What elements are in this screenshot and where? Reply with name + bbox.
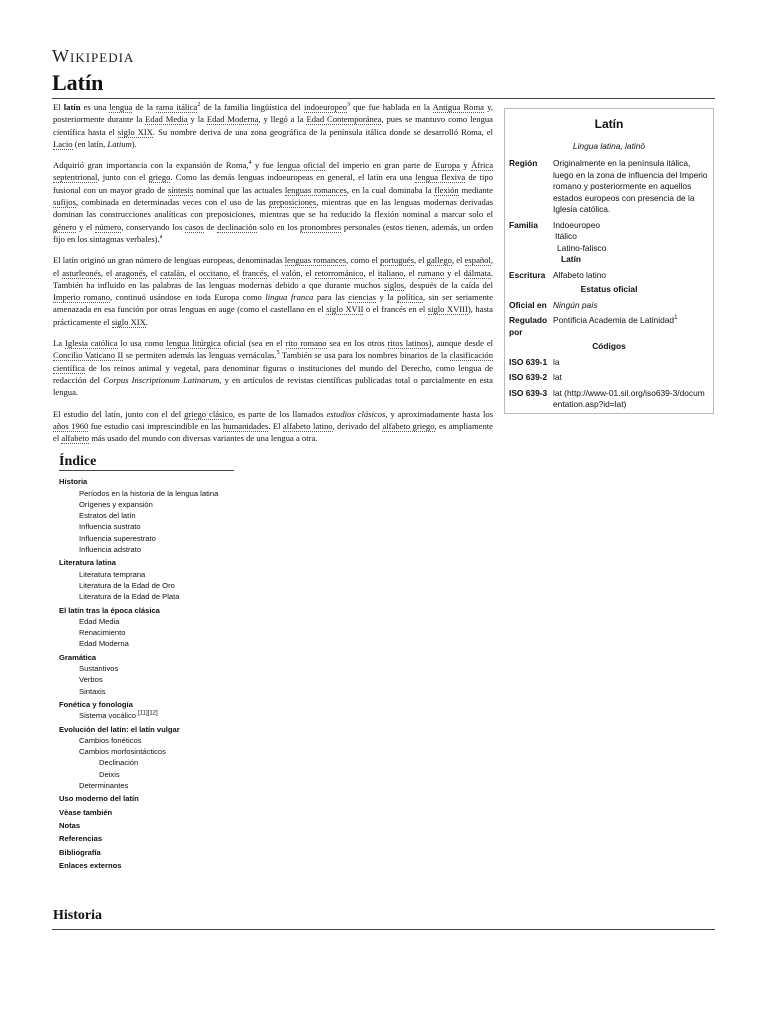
article-text: solo en los (256, 221, 301, 232)
infobox-title: Latín (594, 117, 624, 131)
toc-item-label[interactable]: Cambios fonéticos (79, 735, 142, 745)
article-text: , el (451, 255, 465, 266)
article-text: La (53, 338, 65, 349)
page-title: Latín (52, 70, 104, 95)
article-text: , el (100, 267, 116, 278)
article-text: Corpus Inscriptionum Latinarum (103, 374, 220, 385)
article-link[interactable]: casos (185, 221, 204, 232)
article-link[interactable]: África septentrional (53, 160, 494, 183)
article-text: y el (76, 221, 96, 232)
article-link[interactable]: Edad Contemporánea (306, 114, 382, 125)
toc-item[interactable] (59, 769, 234, 780)
article-text: . Como las demás lenguas indoeuropeas en general, el latín era una (170, 172, 416, 183)
article-text: , es parte de los llamados (232, 408, 327, 419)
toc-item[interactable] (59, 510, 234, 521)
toc-item-label[interactable]: Sintaxis (79, 686, 106, 696)
article-link[interactable]: asturleonés (62, 267, 101, 278)
toc-item-label[interactable]: Sistema vocálico (79, 711, 136, 721)
toc-item[interactable] (59, 580, 234, 591)
article-text: , conservando los (121, 221, 186, 232)
article-text: estudios clásicos (326, 408, 386, 419)
article-text: lo usa como (117, 338, 167, 349)
article-text: nominal que las actuales (193, 184, 285, 195)
article-text: , el (403, 267, 418, 278)
article-paragraph (53, 337, 493, 398)
toc-item[interactable] (59, 521, 234, 532)
article-text: oficial (sea en el (220, 338, 286, 349)
toc-item[interactable] (59, 544, 234, 555)
article-text: y la (376, 292, 398, 303)
toc-list (59, 476, 234, 871)
toc-item[interactable] (59, 807, 234, 818)
article-link[interactable]: siglo XIX (117, 126, 153, 137)
article-text: , como el (346, 255, 381, 266)
article-link[interactable]: lengua flexiva (415, 172, 466, 183)
reference-superscript[interactable]: 5 (276, 350, 280, 357)
estatus-header: Estatus oficial (580, 284, 638, 294)
familia-item-italico[interactable]: Itálico (555, 231, 577, 241)
toc-item-label[interactable]: Períodos en la historia de la lengua latina (79, 488, 219, 498)
article-text: El (53, 102, 64, 112)
article-link[interactable]: rumano (417, 267, 445, 278)
article-link[interactable]: Edad Moderna (206, 114, 259, 125)
article-link[interactable]: Edad Media (145, 114, 188, 125)
article-link[interactable]: Antigua Roma (432, 102, 484, 112)
article-text: personales (estos tienen, además, un orden fijo en los sintagmas verbales). (53, 221, 494, 244)
toc-item-label[interactable]: Véase también (59, 807, 113, 817)
article-text: El estudio del latín, junto con el del (53, 408, 185, 419)
article-link[interactable]: preposiciones (268, 197, 317, 208)
toc-item[interactable] (59, 638, 234, 649)
article-link[interactable]: italiano (377, 267, 404, 278)
reference-superscript[interactable]: a (159, 234, 163, 241)
article-link[interactable]: clasificación científica (53, 350, 493, 373)
article-text: de la (132, 102, 157, 112)
article-link[interactable]: política (397, 292, 423, 303)
article-link[interactable]: lengua oficial (277, 160, 326, 171)
article-link[interactable]: Lacio (53, 138, 73, 149)
article-link[interactable]: valón (281, 267, 301, 278)
regulado-value (553, 315, 713, 338)
article-text: sea en los otros (326, 338, 388, 349)
article-text: es una (80, 102, 110, 112)
article-link[interactable]: flexión (434, 184, 459, 195)
article-link[interactable]: alfabeto (61, 433, 90, 444)
article-text: , derivado del (332, 420, 383, 431)
article-text: , es ampliamente el (53, 420, 493, 444)
article-link[interactable]: griego clásico (184, 408, 233, 419)
article-link[interactable]: siglo XIX (111, 316, 146, 327)
article-link[interactable]: ciencias (348, 292, 377, 303)
article-link[interactable]: número (95, 221, 122, 232)
article-link[interactable]: gallego (426, 255, 452, 266)
toc-item[interactable] (59, 476, 234, 487)
toc-item-label[interactable]: Historia (59, 477, 88, 487)
article-text: . También ha influido en las palabras de las lenguas modernas debido a que durante muchos (53, 267, 493, 290)
toc-item-label[interactable]: Literatura temprana (79, 569, 146, 579)
toc-item[interactable] (59, 735, 234, 746)
article-paragraph (53, 254, 493, 328)
toc-item[interactable] (59, 674, 234, 685)
article-link[interactable]: aragonés (115, 267, 146, 278)
article-text: mediante (458, 184, 493, 195)
article-text: , junto con el (97, 172, 149, 183)
toc-item-label[interactable]: Influencia sustrato (79, 522, 141, 532)
toc-item[interactable] (59, 499, 234, 510)
article-text: de los reinos animal y vegetal, para denominar figuras o instituciones del mundo del Derecho, como lengua de redacción del (53, 362, 493, 385)
toc-item-label[interactable]: Enlaces externos (59, 860, 122, 870)
toc-item[interactable] (59, 488, 234, 499)
article-link[interactable]: síntesis (167, 184, 194, 195)
toc-item[interactable] (59, 820, 234, 831)
article-text: Adquirió gran importancia con la expansión de Roma, (53, 160, 249, 171)
article-text: más usado del mundo con diversas variantes de una lengua a otra. (89, 433, 318, 444)
iso1-value: la (553, 356, 560, 367)
toc-item-label[interactable]: Sustantivos (79, 664, 119, 674)
article-text: , y en artículos de revistas científicas publicadas total o parcialmente en esta lengua. (53, 374, 493, 398)
article-link[interactable]: sufijos (53, 197, 76, 208)
toc-item[interactable] (59, 605, 234, 616)
toc-item[interactable] (59, 724, 234, 735)
title-divider (52, 98, 715, 99)
article-link[interactable]: lengua (109, 102, 133, 112)
toc-item[interactable] (59, 860, 234, 871)
article-link[interactable]: Concilio Vaticano II (53, 350, 124, 361)
article-text: ). (131, 138, 137, 149)
toc-item[interactable] (59, 847, 234, 858)
toc-item-label[interactable]: Literatura de la Edad de Plata (79, 592, 180, 602)
toc-item-label[interactable]: Literatura latina (59, 558, 116, 568)
article-text: , después de la caída del (404, 279, 493, 290)
toc-item[interactable] (59, 710, 234, 721)
article-paragraph (53, 101, 493, 150)
toc-item-label[interactable]: Verbos (79, 675, 103, 685)
article-body (53, 101, 493, 453)
toc-item[interactable] (59, 557, 234, 568)
article-text: , el (300, 267, 315, 278)
toc-item-label[interactable]: Declinación (99, 758, 139, 768)
article-text: o el francés en el (363, 304, 428, 315)
article-link[interactable]: lenguas romances (284, 184, 347, 195)
toc-item[interactable] (59, 569, 234, 580)
toc-item[interactable] (59, 746, 234, 757)
article-text: de la familia lingüística del (200, 102, 304, 112)
article-link[interactable]: occitano (198, 267, 228, 278)
toc-item[interactable] (59, 627, 234, 638)
toc-item[interactable] (59, 686, 234, 697)
article-text: ), aunque desde el (428, 338, 494, 349)
toc-item-ref[interactable]: [11][12] (138, 710, 158, 717)
toc-item-label[interactable]: Literatura de la Edad de Oro (79, 580, 175, 590)
article-link[interactable]: español (464, 255, 491, 266)
article-link[interactable]: portugués (380, 255, 414, 266)
article-link[interactable]: Imperio romano (53, 292, 111, 303)
regulado-ref[interactable]: 1 (674, 315, 678, 322)
reference-superscript[interactable]: 4 (248, 160, 252, 167)
infobox (504, 108, 714, 414)
toc-item[interactable] (59, 652, 234, 663)
codigos-header: Códigos (592, 341, 626, 351)
article-text: , en la cual dominaba la (346, 184, 435, 195)
article-text: . El (268, 420, 283, 431)
toc-item[interactable] (59, 699, 234, 710)
article-text: de tipo fusional con un mayor grado de (53, 172, 493, 195)
article-link[interactable]: dálmata (463, 267, 491, 278)
iso1-label[interactable]: ISO 639-1 (509, 356, 548, 367)
toc-divider (59, 470, 234, 471)
toc-item-label[interactable]: Influencia adstrato (79, 545, 142, 555)
article-text: fue estudio casi imprescindible en las (88, 420, 223, 431)
iso2-label[interactable]: ISO 639-2 (509, 372, 548, 382)
escritura-value[interactable]: Alfabeto latino (553, 269, 607, 280)
article-text: para las (313, 292, 349, 303)
article-link[interactable]: lenguas romances (284, 255, 347, 266)
toc-item-label[interactable]: Gramática (59, 652, 97, 662)
article-link[interactable]: retorrománico (314, 267, 364, 278)
article-text: latín (63, 102, 81, 112)
article-link[interactable]: alfabeto griego (382, 420, 435, 431)
article-text: se permiten además las lenguas vernáculas. (123, 350, 277, 361)
toc-item[interactable] (59, 793, 234, 804)
article-text: y el (444, 267, 464, 278)
iso2-value: lat (553, 372, 562, 382)
article-link[interactable]: rito romano (285, 338, 327, 349)
toc-item-label[interactable]: Deixis (99, 769, 120, 779)
article-text: que fue hablada en la (349, 102, 433, 112)
article-link[interactable]: griego (148, 172, 171, 183)
table-of-contents (59, 456, 234, 871)
article-text: , el (53, 255, 494, 278)
toc-item[interactable] (59, 833, 234, 844)
toc-item-label[interactable]: Renacimiento (79, 628, 126, 638)
section-divider (52, 929, 715, 930)
toc-item[interactable] (59, 533, 234, 544)
article-text: , el (145, 267, 161, 278)
article-link[interactable]: pronombres (300, 221, 342, 232)
article-link[interactable]: lengua litúrgica (166, 338, 221, 349)
toc-item-label[interactable]: Cambios morfosintácticos (79, 747, 166, 757)
familia-label: Familia (509, 219, 538, 230)
toc-item-label[interactable]: Orígenes y expansión (79, 499, 153, 509)
article-text: , combinada en determinadas veces con el uso de las (75, 197, 269, 208)
article-text: y, posteriormente durante la (53, 102, 493, 125)
toc-item[interactable] (59, 591, 234, 602)
article-text: y la (187, 114, 207, 125)
article-link[interactable]: indoeuropeo (304, 102, 347, 112)
toc-item-label[interactable]: Estratos del latín (79, 511, 136, 521)
article-text: . (145, 316, 148, 327)
article-text: Latium (107, 138, 132, 149)
toc-item-label[interactable]: Bibliografía (59, 847, 101, 857)
regulado-link[interactable]: Pontificia Academia de Latinidad (553, 315, 675, 325)
familia-item-latin: Latín (561, 254, 582, 264)
article-text: , el (413, 255, 427, 266)
article-text: del imperio en gran parte de (325, 160, 436, 171)
toc-item-label[interactable]: El latín tras la época clásica (59, 605, 160, 615)
article-text: , el (227, 267, 243, 278)
toc-item[interactable] (59, 663, 234, 674)
reference-superscript[interactable]: 3 (346, 102, 350, 109)
article-link[interactable]: Iglesia católica (65, 338, 118, 349)
article-link[interactable]: siglo XVII (326, 304, 364, 315)
article-link[interactable]: francés (242, 267, 267, 278)
toc-item-label[interactable]: Referencias (59, 834, 103, 844)
article-text: , el (363, 267, 378, 278)
oficial-value: Ningún país (553, 299, 598, 310)
article-link[interactable]: siglos (383, 279, 405, 290)
article-link[interactable]: declinación (217, 221, 257, 232)
article-text: , pues se mantuvo como lengua científica hasta el (53, 114, 493, 137)
article-paragraph (53, 408, 493, 445)
article-paragraph (53, 159, 493, 245)
article-text: , continuó usándose en toda Europa como (110, 292, 266, 303)
article-link[interactable]: género (53, 221, 77, 232)
toc-item-label[interactable]: Notas (59, 820, 81, 830)
toc-item-label[interactable]: Fonética y fonología (59, 699, 133, 709)
escritura-label: Escritura (509, 269, 546, 280)
familia-item-indoeuropeo[interactable]: Indoeuropeo (553, 219, 601, 230)
article-text: , el (184, 267, 199, 278)
article-text: , y aproximadamente hasta los (385, 408, 493, 419)
article-text: y (459, 160, 472, 171)
article-link[interactable]: años 1960 (53, 420, 89, 431)
toc-item-label[interactable]: Edad Moderna (79, 639, 129, 649)
article-link[interactable]: alfabeto latino (282, 420, 333, 431)
wikipedia-logo[interactable]: Wikipedia (52, 46, 135, 66)
article-link[interactable]: humanidades (222, 420, 269, 431)
article-text: El latín originó un gran número de lenguas europeas, denominadas (53, 255, 285, 266)
familia-value (553, 220, 713, 266)
toc-item-label[interactable]: Determinantes (79, 781, 129, 791)
article-text: lingua franca (265, 292, 314, 303)
article-link[interactable]: rama itálica (156, 102, 198, 112)
infobox-subtitle: Lingua latina, latinō (572, 140, 646, 151)
article-text: También se usa para los nombres binarios de la (279, 350, 450, 361)
article-text: ), hasta prácticamente el (53, 304, 493, 327)
article-text: (en latín, (72, 138, 108, 149)
article-text: y fue (251, 160, 278, 171)
toc-item[interactable] (59, 757, 234, 768)
toc-item-label[interactable]: Influencia superestrato (79, 533, 156, 543)
iso3-label[interactable]: ISO 639-3 (509, 387, 548, 398)
article-text: , y llegó a la (258, 114, 307, 125)
toc-item[interactable] (59, 780, 234, 791)
region-value: Originalmente en la península itálica, luego en la zona de influencia del Imperio romano y posteriormente en aquellos estados europeos con presencia de la Iglesia católica. (553, 158, 708, 214)
toc-item-label[interactable]: Evolución del latín: el latín vulgar (59, 724, 180, 734)
oficial-label: Oficial en (509, 299, 547, 310)
regulado-label: Regulado por (509, 315, 548, 337)
article-link[interactable]: ritos latinos (387, 338, 429, 349)
toc-title: Índice (59, 454, 97, 469)
region-label: Región (509, 158, 538, 168)
article-text: . Su nombre deriva de una zona geográfica de la península itálica donde se desarrolló Roma, el (152, 126, 494, 137)
toc-item-label[interactable]: Uso moderno del latín (59, 794, 139, 804)
article-link[interactable]: siglo XVIII (427, 304, 468, 315)
familia-item-latino-falisco[interactable]: Latino-falisco (557, 242, 607, 253)
article-text: de (203, 221, 218, 232)
article-text: , sin ser seriamente amenazada en esa función por otras lenguas en auge (como el castellano en el (53, 292, 493, 315)
article-text: , el (267, 267, 282, 278)
article-text: , mientras que en las lenguas modernas derivadas dominan las construcciones analíticas con preposiciones, mientras que se ha reducido la flexión nominal a marcar solo el (53, 197, 493, 220)
toc-item-label[interactable]: Edad Media (79, 616, 120, 626)
section-heading-historia: Historia (53, 908, 102, 923)
iso3-value[interactable]: lat (http://www-01.sil.org/iso639-3/documentation.asp?id=lat) (553, 387, 705, 409)
toc-item[interactable] (59, 616, 234, 627)
article-link[interactable]: Europa (435, 160, 460, 171)
article-link[interactable]: catalán (160, 267, 185, 278)
reference-superscript[interactable]: 2 (197, 102, 201, 109)
